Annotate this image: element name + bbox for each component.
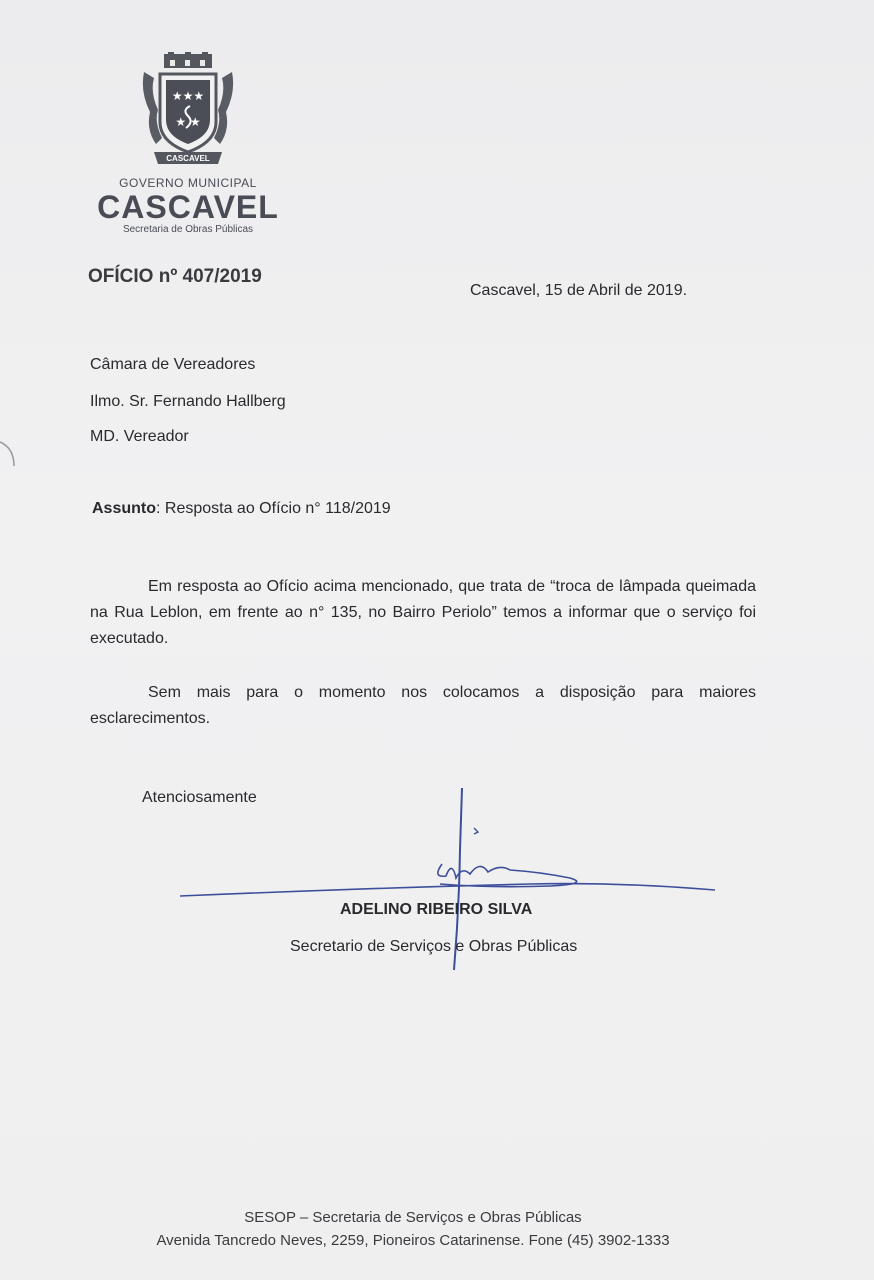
svg-text:★ ★: ★ ★ bbox=[175, 115, 201, 129]
subject-text: : Resposta ao Ofício n° 118/2019 bbox=[156, 500, 391, 517]
subject-line bbox=[92, 500, 391, 518]
logo-secretariat-label: Secretaria de Obras Públicas bbox=[122, 224, 254, 235]
footer-address: Avenida Tancredo Neves, 2259, Pioneiros Catarinense. Fone (45) 3902-1333 bbox=[156, 1232, 670, 1249]
svg-text:CASCAVEL: CASCAVEL bbox=[166, 154, 210, 163]
oficio-number: OFÍCIO nº 407/2019 bbox=[88, 266, 262, 287]
coat-of-arms-emblem bbox=[140, 52, 236, 170]
municipal-logo-text bbox=[95, 176, 281, 235]
letter-date: Cascavel, 15 de Abril de 2019. bbox=[470, 282, 688, 299]
logo-city-name: CASCAVEL bbox=[97, 189, 279, 225]
recipient-name: Ilmo. Sr. Fernando Hallberg bbox=[90, 393, 286, 410]
svg-text:★★★: ★★★ bbox=[171, 89, 205, 103]
recipient-institution: Câmara de Vereadores bbox=[90, 356, 256, 373]
body-paragraph-2: Sem mais para o momento nos colocamos a disposição para maiores esclarecimentos. bbox=[90, 684, 756, 727]
body-paragraph-1: Em resposta ao Ofício acima mencionado, que trata de “troca de lâmpada queimada na Rua Leblon, em frente ao n° 135, no Bairro Periolo” temos a informar que o serviço foi executado. bbox=[90, 578, 756, 647]
binder-hole-mark bbox=[0, 440, 16, 470]
logo-government-label: GOVERNO MUNICIPAL bbox=[119, 176, 257, 190]
recipient-role: MD. Vereador bbox=[90, 428, 189, 445]
signer-title: Secretario de Serviços e Obras Públicas bbox=[290, 938, 578, 955]
footer-department: SESOP – Secretaria de Serviços e Obras Públicas bbox=[244, 1209, 582, 1226]
closing-salutation: Atenciosamente bbox=[142, 789, 257, 806]
subject-label: Assunto bbox=[92, 500, 156, 517]
signer-name: ADELINO RIBEIRO SILVA bbox=[340, 901, 533, 918]
